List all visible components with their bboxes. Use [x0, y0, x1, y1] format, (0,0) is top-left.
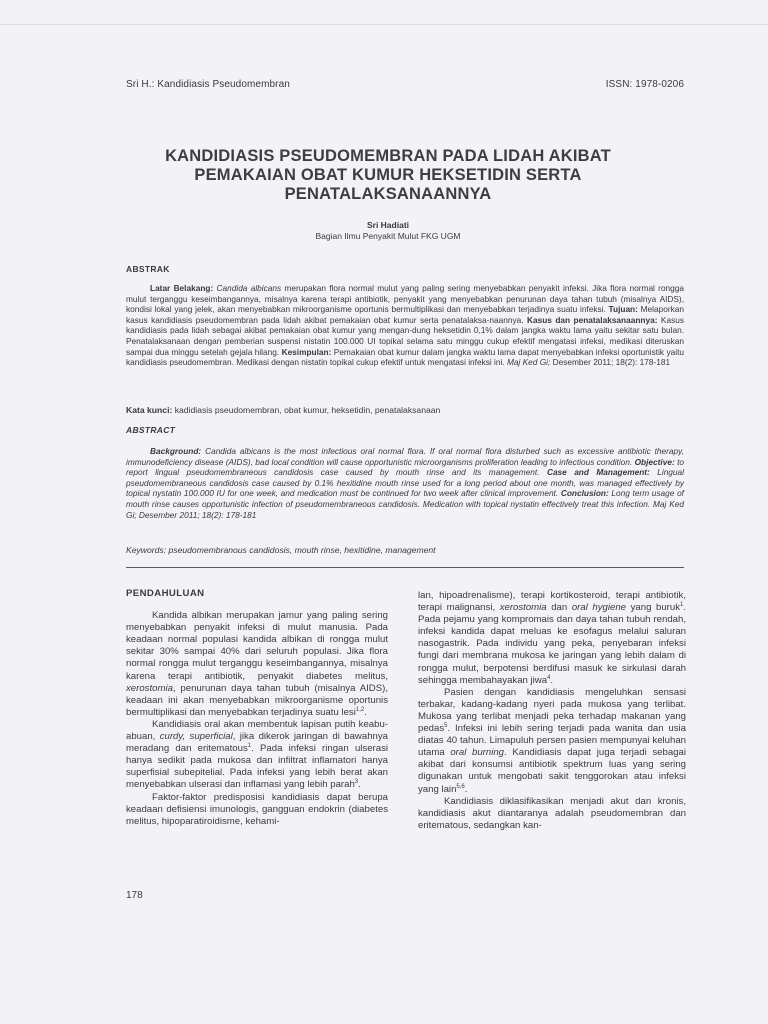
background-text: Candida albicans is the most infectious oral normal flora. If oral normal flora disturbed such as excessive antibiotic therapy, immunodeficiency disease (AIDS), bad local condition will cause opportunistic microorganisms proliferation leading to infectious condition.	[126, 446, 684, 467]
left-p2-text-b: , jika dikerok jaringan di bawahnya meradang dan eritematous	[126, 731, 388, 755]
abstract-citation: Maj Ked Gi; Desember 2011; 18(2): 178-181	[126, 498, 684, 520]
left-p1-end: .	[364, 706, 367, 718]
right-paragraph-1	[418, 590, 686, 687]
right-p2-text-c: . Kandidiasis dapat juga terjadi sebagai akibat dari konsumsi antibiotik spektrum luas yang sering digunakan untuk mengobati sakit tenggorokan atau infeksi yang lain	[418, 747, 686, 795]
left-p2-text-c: . Pada infeksi ringan ulserasi hanya sedikit pada mukosa dan infiltrat inflamatori hanya superfisial subepitelial. Pada infeksi yang lebih berat akan menyebabkan ulserasi dan inflamasi yang lebih parah	[126, 743, 388, 791]
left-p1-text-b: , penurunan daya tahan tubuh (misalnya AIDS), keadaan ini akan menyebabkan mikroorganisme oportunis bermultiplikasi dan menyebabkan terjadinya suatu lesi	[126, 682, 388, 718]
right-p1-text-c: . Pada pejamu yang kompromais dan daya tahan tubuh rendah, infeksi kandida dapat meluas ke esofagus melalui saluran nasogastrik. Pada individu yang peka, penyebaran infeksi fungi dari membrana mukosa ke jaringan yang lebih dalam di rongga mulut, berpotensi berdifusi masuk ke sirkulasi darah sehingga membahayakan jiwa	[418, 602, 687, 686]
left-p2-end: .	[358, 779, 361, 791]
right-p2-text-a: Pasien dengan kandidiasis mengeluhkan sensasi terbakar, kadang-kadang nyeri pada mukosa yang terlibat. Mukosa yang terlibat menjadi peka terhadap makanan yang pedas	[418, 686, 686, 735]
title-line-1: KANDIDIASIS PSEUDOMEMBRAN PADA LIDAH AKIBAT	[165, 147, 611, 165]
abstract-body	[126, 446, 684, 520]
left-paragraph-2	[126, 719, 388, 792]
abstrak-citation-rest: Desember 2011; 18(2): 178-181	[550, 357, 671, 368]
abstract-heading: ABSTRACT	[126, 425, 176, 435]
right-paragraph-2	[418, 687, 686, 796]
label-objective: Objective:	[634, 456, 675, 467]
kata-kunci-label: Kata kunci:	[126, 405, 173, 415]
label-case: Case and Management:	[546, 467, 650, 478]
latar-italic: Candida albicans	[216, 283, 282, 293]
right-p1-italic-1: xerostomia	[499, 602, 547, 614]
right-p1-ref-1: 1	[680, 601, 684, 608]
author-affiliation: Bagian Ilmu Penyakit Mulut FKG UGM	[315, 231, 461, 241]
right-p2-ref-2: 5,6	[456, 783, 465, 790]
left-paragraph-3: Faktor-faktor predisposisi kandidiasis dapat berupa keadaan defisiensi imunologis, gangguan endokrin (diabetes melitus, hipoparatiroidisme, kehami-	[126, 791, 388, 827]
case-text: Lingual pseudomembraneous candidosis case caused by 0.1% hexitidine mouth rinse used for a long period about one month, was managed effectively by topical nystatin 100.000 IU for one week, and medication must be continued for two week after clinical improvement.	[126, 467, 684, 499]
keywords	[126, 545, 684, 555]
label-tujuan: Tujuan:	[608, 304, 638, 315]
section-divider	[126, 567, 684, 568]
abstrak-body	[126, 283, 684, 368]
section-heading-pendahuluan: PENDAHULUAN	[126, 588, 205, 599]
right-p1-ref-2: 4	[547, 674, 551, 681]
left-p2-italic: curdy, superficial	[159, 731, 233, 743]
kata-kunci	[126, 405, 684, 415]
author-name: Sri Hadiati	[366, 220, 410, 230]
abstrak-citation: Maj Ked Gi;	[506, 357, 551, 368]
left-paragraph-1	[126, 610, 388, 719]
left-p2-ref-2: 3	[354, 779, 359, 786]
label-kasus: Kasus dan penatalaksanaannya:	[526, 314, 658, 325]
label-conclusion: Conclusion:	[560, 488, 609, 499]
right-p1-text-b: yang buruk	[626, 602, 680, 614]
right-p1-mid: dan	[546, 602, 572, 614]
label-latar: Latar Belakang:	[150, 283, 214, 293]
right-p2-ref-1: 5	[444, 722, 448, 729]
page-number: 178	[126, 890, 143, 901]
body-column-right	[418, 590, 686, 832]
right-p2-italic: oral burning	[450, 747, 505, 759]
kesimpulan-text: Pemakaian obat kumur dalam jangka waktu lama dapat menyebabkan infeksi oportunistik yaitu kandidiasis pseudomembran. Medikasi dengan nistatin topikal cukup efektif untuk mengatasi infeksi ini.	[126, 346, 684, 368]
label-kesimpulan: Kesimpulan:	[281, 346, 332, 357]
objective-text: to report lingual pseudomembraneous candidosis case caused by mouth rinse and its management.	[126, 456, 684, 478]
abstrak-heading: ABSTRAK	[126, 264, 170, 274]
right-p1-italic-2: oral hygiene	[571, 602, 627, 614]
kata-kunci-text: kadidiasis pseudomembran, obat kumur, heksetidin, penatalaksanaan	[172, 405, 441, 415]
right-p1-text-a: lan, hipoadrenalisme), terapi kortikosteroid, terapi antibiotik, terapi malignansi,	[418, 590, 686, 614]
keywords-label: Keywords:	[126, 545, 167, 555]
conclusion-text: Long term usage of mouth rinse causes opportunistic infection of pseudomembraneous candidosis. Medication with topical nystatin effectively treat this infection.	[126, 488, 684, 509]
left-p1-text-a: Kandida albikan merupakan jamur yang paling sering menyebabkan penyakit infeksi di mulut manusia. Pada keadaan normal populasi kandida albikan di rongga mulut sekitar 30% sampai 40% dari seluruh populasi. Jika flora normal rongga mulut terganggu keseimbangannya, misalnya karena terapi antibiotik, penyakit diabetes melitus,	[126, 610, 388, 682]
right-paragraph-3: Kandidiasis diklasifikasikan menjadi akut dan kronis, kandidiasis akut diantaranya adalah pseudomembran dan eritematous, sedangkan kan-	[418, 795, 686, 831]
running-title: Sri H.: Kandidiasis Pseudomembran	[126, 79, 290, 90]
right-p2-text-b: . Infeksi ini lebih sering terjadi pada wanita dan usia diatas 40 tahun. Limapuluh persen pasien mempunyai keluhan utama	[418, 723, 686, 759]
article-title	[110, 147, 666, 204]
left-p2-ref-1: 1	[247, 742, 252, 749]
body-column-left	[126, 588, 388, 828]
title-line-3: PENATALAKSANAANNYA	[284, 185, 492, 203]
keywords-text: pseudomembranous candidosis, mouth rinse, hexitidine, management	[166, 545, 436, 555]
label-background: Background:	[150, 446, 202, 456]
right-p1-end: .	[550, 674, 554, 686]
left-p1-ref: 1,2	[355, 706, 365, 713]
title-line-2: PEMAKAIAN OBAT KUMUR HEKSETIDIN SERTA	[194, 166, 582, 184]
top-divider	[0, 24, 768, 25]
kasus-text: Kasus kandidiasis pada lidah sebagai akibat pemakaian obat kumur yang mengan-dung heksetidin 0,1% dalam jangka waktu lama yaitu sekitar satu bulan. Penatalaksanaan dengan pemberian suspensi nistatin 100.000 UI topikal selama satu minggu cukup efektif mengatasi infeksi, medikasi diteruskan sampai dua minggu setelah gejala hilang.	[126, 314, 684, 357]
left-p1-italic: xerostomia	[126, 682, 173, 694]
right-p2-end: .	[464, 783, 468, 795]
left-p2-text-a: Kandidiasis oral akan membentuk lapisan putih keabu-abuan,	[126, 718, 388, 743]
latar-text: merupakan flora normal mulut yang paling sering menyebabkan penyakit infeksi. Jika flora normal rongga mulut terganggu keseimbangannya, misalnya karena terapi antibiotik, penyakit yang menyebabkan penurunan daya tahan tubuh (misalnya AIDS), kondisi lokal yang jelek, akan menyebabkan mikroorganisme oportunis bermultiplikasi dan menyebabkan terjadinya suatu infeksi.	[126, 283, 685, 315]
issn: ISSN: 1978-0206	[605, 79, 684, 90]
tujuan-text: Melaporkan kasus kandidiasis pseudomembran pada lidah akibat pemakaian obat kumur serta penatalaksa-naannya.	[126, 304, 684, 325]
